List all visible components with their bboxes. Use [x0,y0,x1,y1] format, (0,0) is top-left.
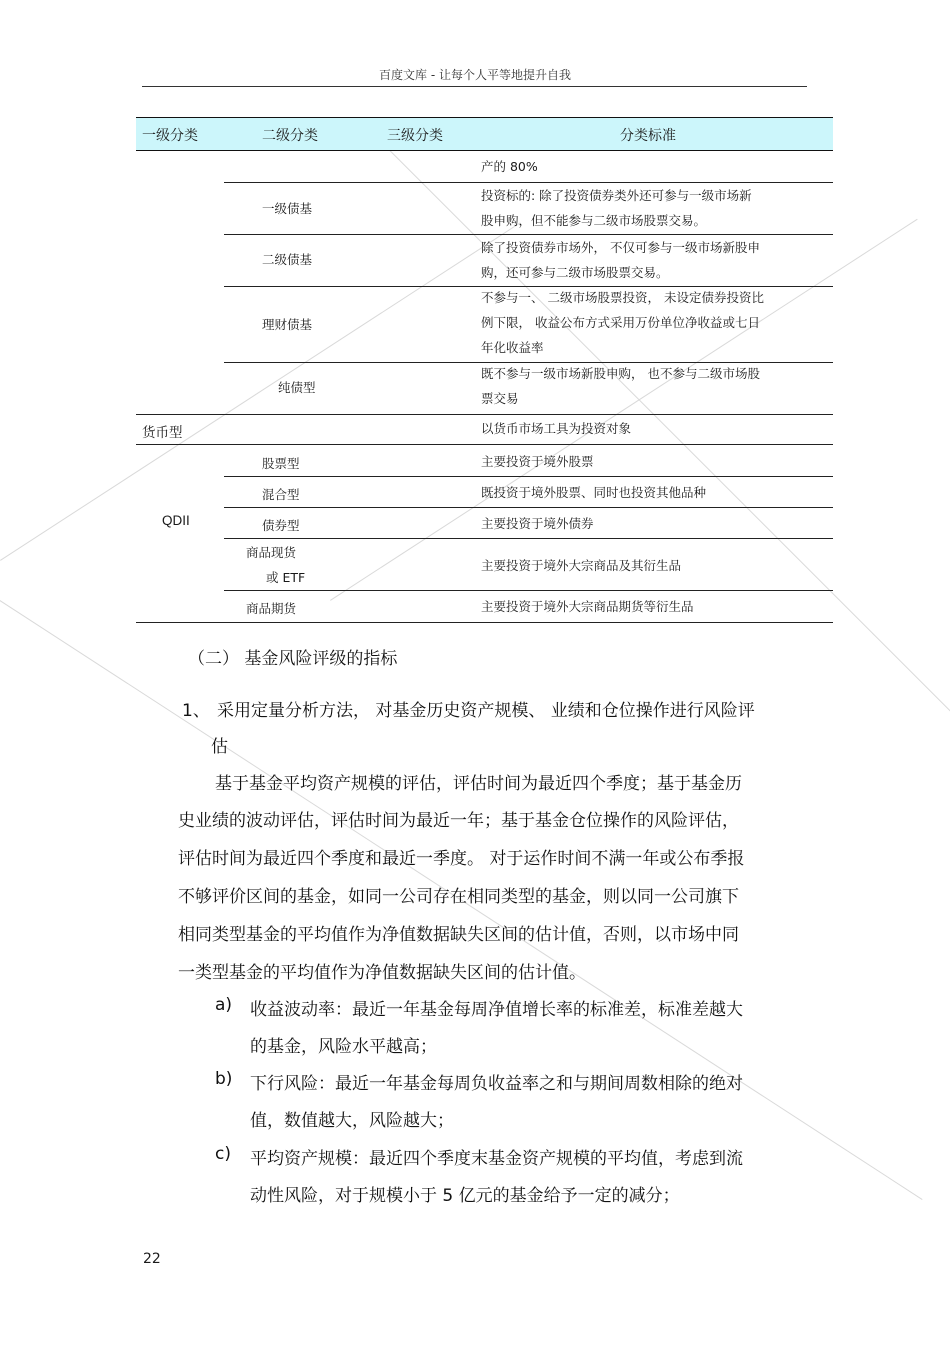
paragraph-line: 不够评价区间的基金，如同一公司存在相同类型的基金，则以同一公司旗下 [178,887,739,907]
criteria-line: 年化收益率 [481,340,544,355]
table-header-row [136,117,833,151]
criteria-cell: 主要投资于境外债券 [481,516,594,531]
level2-cell: 纯债型 [278,380,316,395]
sub-item-text: 平均资产规模：最近四个季度末基金资产规模的平均值，考虑到流 [250,1149,743,1169]
page-header: 百度文库 - 让每个人平等地提升自我 [379,68,571,82]
sub-item-marker: b) [215,1069,233,1089]
level1-cell: QDII [162,513,190,528]
header-level2: 二级分类 [262,128,318,144]
row-divider [224,476,833,477]
row-divider [224,507,833,508]
list-item-text: 采用定量分析方法， 对基金历史资产规模、 业绩和仓位操作进行风险评 [217,701,755,721]
table-row [136,415,833,445]
criteria-cell: 主要投资于境外股票 [481,454,594,469]
criteria-line: 票交易 [481,391,519,406]
criteria-cell: 主要投资于境外大宗商品期货等衍生品 [481,599,694,614]
criteria-cell: 主要投资于境外大宗商品及其衍生品 [481,558,682,573]
header-criteria: 分类标准 [620,128,676,144]
section-title: （二） 基金风险评级的指标 [188,649,398,669]
level2-cell: 商品期货 [246,601,297,616]
table-row [136,287,833,363]
row-divider [224,538,833,539]
criteria-line: 既不参与一级市场新股申购， 也不参与二级市场股 [481,366,760,381]
paragraph-line: 相同类型基金的平均值作为净值数据缺失区间的估计值，否则，以市场中同 [178,925,739,945]
list-item-text: 估 [211,737,228,757]
table-bottom-rule [136,622,833,624]
criteria-cell: 既投资于境外股票、同时也投资其他品种 [481,485,707,500]
header-rule [142,86,807,87]
header-level1: 一级分类 [142,128,198,144]
sub-item-text: 的基金，风险水平越高； [250,1037,437,1057]
paragraph-line: 基于基金平均资产规模的评估，评估时间为最近四个季度；基于基金历 [215,774,742,794]
sub-item-text: 值，数值越大，风险越大； [250,1111,454,1131]
criteria-line: 例下限， 收益公布方式采用万份单位净收益或七日 [481,315,760,330]
level2-cell: 或 ETF [266,570,306,585]
sub-item-text: 下行风险：最近一年基金每周负收益率之和与期间周数相除的绝对 [250,1074,743,1094]
page-number: 22 [143,1251,161,1267]
paragraph-line: 史业绩的波动评估，评估时间为最近一年；基于基金仓位操作的风险评估， [178,811,739,831]
criteria-cell: 产的 80% [481,159,538,174]
criteria-line: 除了投资债券市场外， 不仅可参与一级市场新股申 [481,240,760,255]
sub-item-text: 收益波动率：最近一年基金每周净值增长率的标准差，标准差越大 [250,1000,743,1020]
paragraph-line: 一类型基金的平均值作为净值数据缺失区间的估计值。 [178,963,586,983]
criteria-line: 股申购，但不能参与二级市场股票交易。 [481,213,707,228]
level2-cell: 股票型 [262,456,300,471]
header-level3: 三级分类 [387,128,443,144]
level2-cell: 债券型 [262,518,300,533]
level1-cell: 货币型 [142,425,183,441]
sub-item-marker: c) [215,1144,231,1164]
row-divider [224,590,833,591]
criteria-line: 购，还可参与二级市场股票交易。 [481,265,669,280]
qdii-group [136,445,833,623]
level2-cell: 二级债基 [262,252,313,267]
criteria-line: 不参与一、 二级市场股票投资， 未设定债券投资比 [481,290,764,305]
criteria-line: 投资标的: 除了投资债券类外还可参与一级市场新 [481,188,752,203]
table-row [136,235,833,287]
table-row [136,183,833,235]
level2-cell: 商品现货 [246,545,297,560]
paragraph-line: 评估时间为最近四个季度和最近一季度。 对于运作时间不满一年或公布季报 [178,849,745,869]
sub-item-marker: a) [215,995,233,1015]
level2-cell: 混合型 [262,487,300,502]
criteria-cell: 以货币市场工具为投资对象 [481,421,632,436]
classification-table [136,117,833,623]
level2-cell: 理财债基 [262,317,313,332]
level2-cell: 一级债基 [262,201,313,216]
table-row [136,151,833,183]
list-number: 1、 [182,701,210,721]
table-row [136,363,833,415]
sub-item-text: 动性风险，对于规模小于 5 亿元的基金给予一定的减分； [250,1186,680,1206]
